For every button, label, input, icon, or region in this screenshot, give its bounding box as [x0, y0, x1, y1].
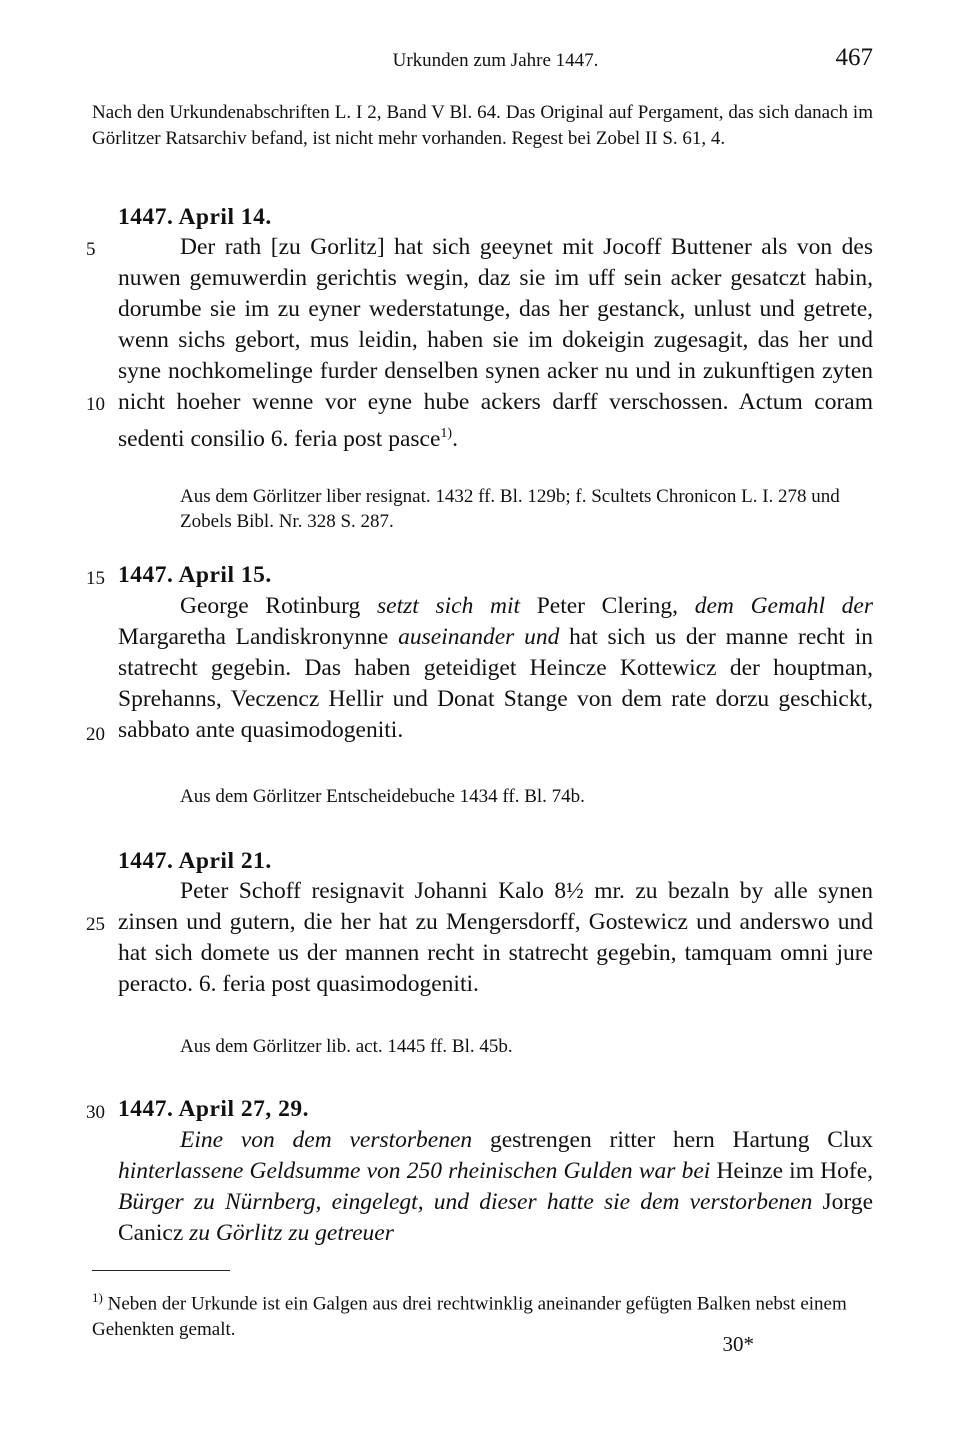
entry-text	[118, 232, 873, 455]
text-run: Peter Clering,	[520, 593, 695, 619]
editorial-italic: auseinander und	[398, 624, 560, 650]
signature-mark: 30*	[722, 1332, 754, 1356]
footnote	[92, 1285, 873, 1343]
archival-note: Nach den Urkundenabschriften L. I 2, Band V Bl. 64. Das Original auf Pergament, das sich danach im Görlitzer Ratsarchiv befand, ist nicht mehr vorhanden. Regest bei Zobel II S. 61, 4.	[92, 102, 873, 149]
page-number: 467	[835, 44, 873, 71]
footnote-divider	[92, 1270, 230, 1271]
line-number: 20	[86, 724, 105, 745]
line-number: 5	[86, 239, 96, 260]
text-run: Margaretha Landiskronynne	[118, 624, 399, 650]
editorial-italic: Eine von dem verstorbenen	[180, 1127, 473, 1153]
line-number: 30	[86, 1102, 105, 1123]
entry-date: 1447. April 21.	[118, 848, 272, 874]
entry-date: 1447. April 14.	[118, 204, 272, 230]
page-header	[118, 44, 873, 84]
editorial-italic: dem Gemahl der	[694, 593, 873, 619]
entry-text-end: .	[452, 425, 458, 452]
footnote-text: Neben der Urkunde ist ein Galgen aus drei rechtwinklig aneinander gefügten Balken nebst einem Gehenkten gemalt.	[92, 1293, 847, 1341]
footnote-mark: 1)	[92, 1290, 103, 1305]
text-run: hat sich us der manne recht in statrecht gegebin. Das haben geteidiget Heincze Kottewicz der houptman, Sprehanns, Veczencz Hellir und Donat Stange von dem rate dorzu geschickt, sabbato ante quasimodogeniti.	[118, 624, 874, 743]
editorial-italic: hinterlassene Geldsumme von 250 rheinischen Gulden war bei	[118, 1158, 711, 1184]
entry-date: 1447. April 15.	[118, 562, 272, 588]
entry-text-body: Der rath [zu Gorlitz] hat sich geeynet mit Jocoff Buttener als von des nuwen gemuwerdin gerichtis wegin, daz sie im uff sein acker gesatczt habin, dorumbe sie im zu eyner wederstatunge, das her gestanck, unlust und getrete, wenn sichs gebort, mus leidin, haben sie im dokeigin zugesagit, das her und syne nochkomelinge furder denselben synen acker nu und in zukunftigen zyten nicht hoeher wenne vor eyne hube ackers darff verschossen. Actum coram sedenti consilio 6. feria post pasce	[118, 234, 873, 452]
entry-date: 1447. April 27, 29.	[118, 1096, 309, 1122]
entry-source: Aus dem Görlitzer liber resignat. 1432 ff. Bl. 129b; f. Scultets Chronicon L. I. 278 und Zobels Bibl. Nr. 328 S. 287.	[180, 486, 840, 532]
footnote-reference: 1)	[440, 426, 453, 441]
text-run: Jorge Canicz	[118, 1189, 873, 1246]
text-run: gestrengen ritter hern Hartung Clux	[472, 1127, 873, 1153]
entry-text-body: Peter Schoff resignavit Johanni Kalo 8½ mr. zu bezaln by alle synen zinsen und gutern, die her hat zu Mengersdorff, Gostewicz und anderswo und hat sich domete us der mannen recht in statrecht gegebin, tamquam omni jure peracto. 6. feria post quasimodogeniti.	[118, 878, 873, 997]
text-run: George Rotinburg	[180, 593, 377, 619]
entry-text	[118, 591, 873, 746]
editorial-italic: Bürger zu Nürnberg, eingelegt, und dieser hatte sie dem verstorbenen	[118, 1189, 813, 1215]
editorial-italic: zu Görlitz zu getreuer	[189, 1220, 394, 1246]
running-title: Urkunden zum Jahre 1447.	[392, 50, 599, 71]
text-run: Heinze im Hofe,	[710, 1158, 873, 1184]
entry-source: Aus dem Görlitzer lib. act. 1445 ff. Bl. 45b.	[180, 1036, 513, 1057]
entry-text	[118, 876, 873, 1000]
entry-text	[118, 1125, 873, 1249]
entry-source: Aus dem Görlitzer Entscheidebuche 1434 ff. Bl. 74b.	[180, 786, 585, 807]
line-number: 10	[86, 394, 105, 415]
line-number: 15	[86, 568, 105, 589]
editorial-italic: setzt sich mit	[377, 593, 521, 619]
line-number: 25	[86, 914, 105, 935]
